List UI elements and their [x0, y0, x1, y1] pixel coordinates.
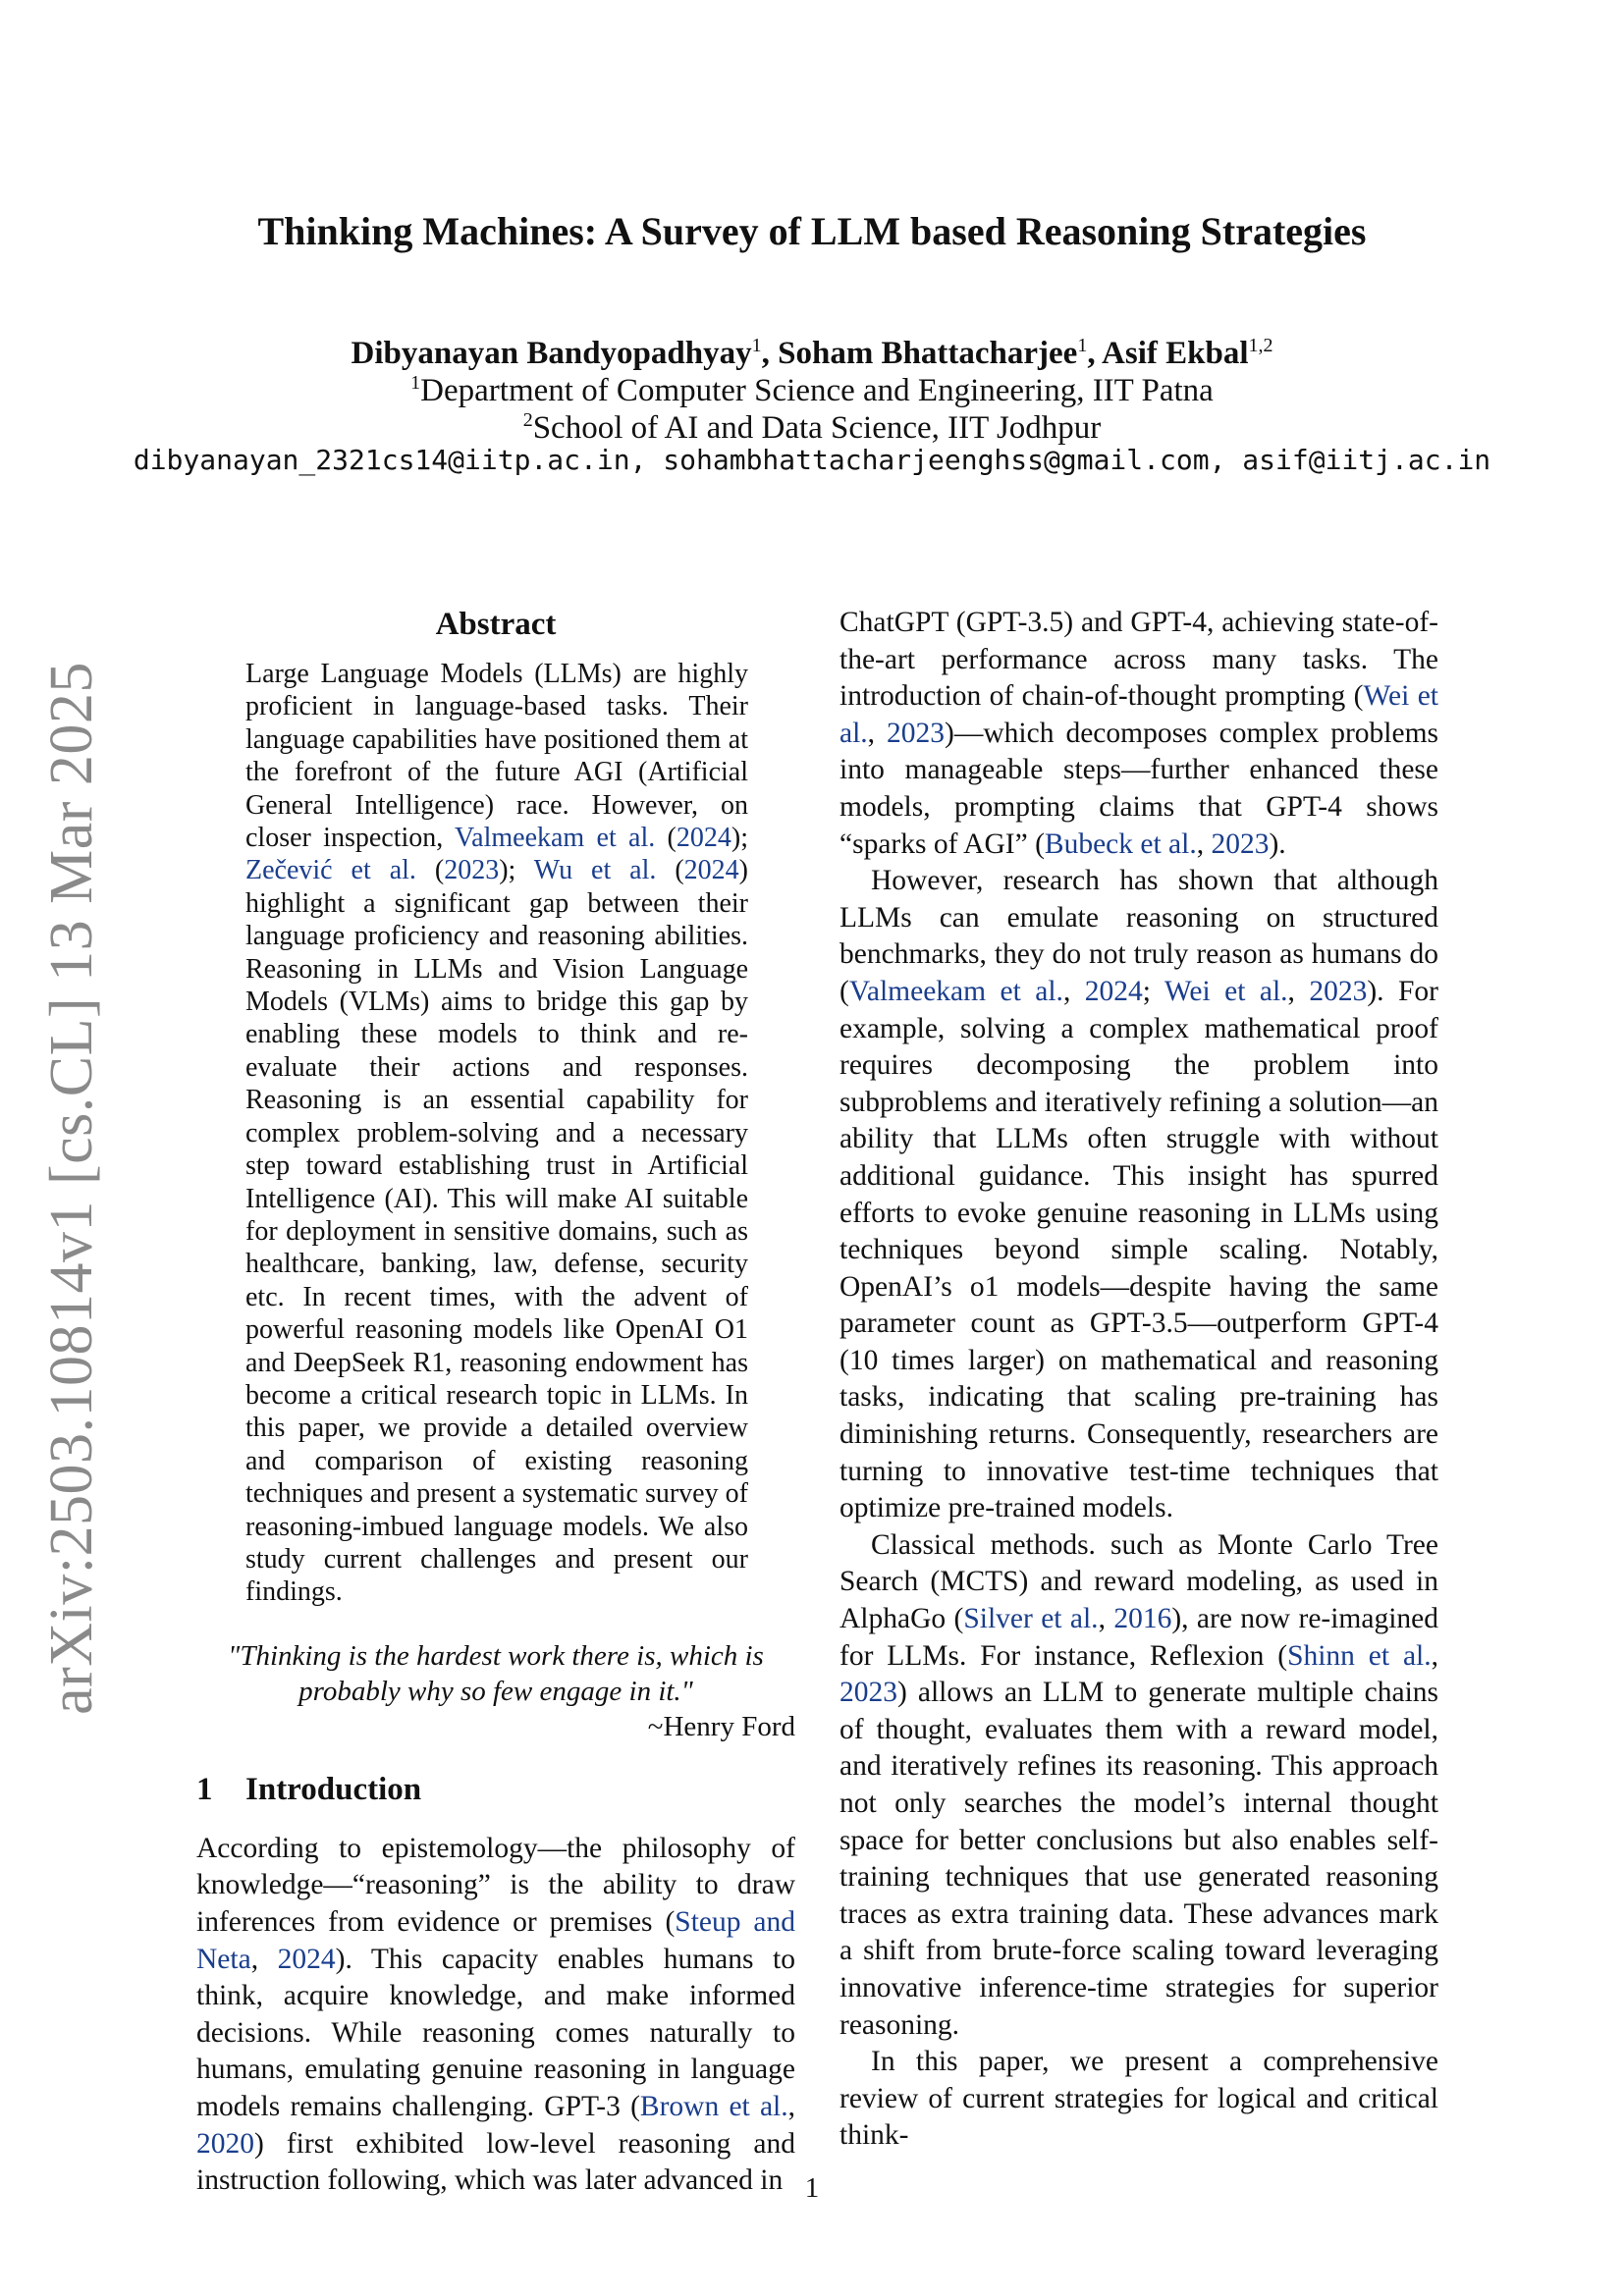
citation-link[interactable]: 2023: [444, 855, 500, 886]
citation-link[interactable]: Bubeck et al.: [1044, 828, 1197, 860]
abstract-heading: Abstract: [435, 607, 557, 642]
text-run: In this paper, we present a comprehensive review of current strategies for logical and critical think-: [839, 2046, 1438, 2152]
text-run: According to epistemology—the philosophy of knowledge—“reasoning” is the ability to draw inferences from evidence or premises (: [196, 1832, 795, 1938]
text-run: Large Language Models (LLMs) are highly proficient in language-based tasks. Their language capabilities have positioned them at the forefront of the future AGI (Artificial General Intelligence) race. However, on closer inspection,: [245, 659, 748, 854]
citation-link[interactable]: Brown et al.: [639, 2090, 788, 2122]
text-run: ).: [1269, 828, 1286, 860]
text-run: ,: [250, 1943, 278, 1975]
text-run: (: [655, 823, 677, 854]
citation-link[interactable]: 2024: [277, 1943, 336, 1975]
author: Dibyanayan Bandyopadhyay$^1$,: [351, 335, 779, 371]
epigraph-author: ~Henry Ford: [647, 1710, 795, 1742]
text-run: ) allows an LLM to generate multiple chains of thought, evaluates them with a reward model, and iteratively refines its reasoning. This approach not only searches the model’s internal thought space for better conclusions but also enables self-training techniques that use generated reasoning traces as extra training data. These advances mark a shift from brute-force scaling toward leveraging innovative inference-time strategies for superior reasoning.: [839, 1677, 1438, 2041]
citation-link[interactable]: 2023: [839, 1677, 897, 1709]
text-run: (: [415, 855, 445, 886]
citation-link[interactable]: 2024: [1084, 975, 1143, 1007]
citation-link[interactable]: Silver et al.: [963, 1603, 1099, 1635]
citation-link[interactable]: Wu et al.: [533, 855, 657, 886]
author-emails: dibyanayan_2321cs14@iitp.ac.in, sohambhattacharjeenghss@gmail.com, asif@iitj.ac.in: [133, 444, 1491, 476]
text-run: )—which decomposes complex problems into manageable steps—further enhanced these models, prompting claims that GPT-4 shows “sparks of AGI” (: [839, 717, 1438, 860]
affiliation-1: $^1$Department of Computer Science and Engineering, IIT Patna: [410, 372, 1214, 408]
body-paragraph: [839, 605, 1438, 863]
arxiv-sidebar-stamp: [18, 661, 126, 1715]
citation-link[interactable]: Shinn et al.: [1287, 1639, 1432, 1672]
text-run: Classical methods. such as Monte Carlo Tree Search (MCTS) and reward modeling, as used in AlphaGo (: [839, 1528, 1438, 1635]
citation-link[interactable]: Wei et al.: [1164, 975, 1288, 1007]
citation-link[interactable]: 2023: [1309, 975, 1368, 1007]
text-run: ,: [867, 717, 888, 749]
citation-link[interactable]: 2020: [196, 2127, 254, 2160]
intro-paragraph: [196, 1831, 795, 2200]
affiliation-2: $^2$School of AI and Data Science, IIT Jodhpur: [522, 409, 1102, 446]
paper-title: Thinking Machines: A Survey of LLM based Reasoning Strategies: [257, 209, 1367, 253]
text-run: ,: [787, 2090, 796, 2122]
author: Soham Bhattacharjee$^1$,: [778, 335, 1103, 371]
left-column: [196, 605, 795, 2200]
page-number: 1: [804, 2172, 820, 2204]
body-paragraph: [839, 1527, 1438, 2044]
citation-link[interactable]: Wei et al.: [839, 680, 1438, 749]
text-run: ,: [1196, 828, 1212, 860]
body-paragraph: [839, 863, 1438, 1527]
citation-link[interactable]: 2016: [1113, 1603, 1172, 1635]
abstract-text: [245, 658, 748, 1609]
text-run: ,: [1431, 1639, 1438, 1672]
text-run: ). This capacity enables humans to think, acquire knowledge, and make informed decisions. While reasoning comes naturally to humans, emulating genuine reasoning in language models remains challenging. GPT-3 (: [196, 1943, 795, 2122]
text-run: ,: [1062, 975, 1085, 1007]
body-paragraph: [839, 2044, 1438, 2155]
citation-link[interactable]: 2023: [1211, 828, 1270, 860]
citation-link[interactable]: 2024: [676, 823, 731, 854]
right-column: [839, 605, 1438, 2155]
text-run: However, research has shown that although LLMs can emulate reasoning on structured benchmarks, they do not truly reason as humans do (: [839, 865, 1438, 1007]
citation-link[interactable]: 2024: [683, 855, 739, 886]
text-run: );: [499, 855, 534, 886]
text-run: ), are now re-imagined for LLMs. For instance, Reflexion (: [839, 1603, 1439, 1672]
text-run: ChatGPT (GPT-3.5) and GPT-4, achieving state-of-the-art performance across many tasks. The introduction of chain-of-thought prompting (: [839, 607, 1438, 713]
text-run: ,: [1098, 1603, 1114, 1635]
text-run: ,: [1287, 975, 1310, 1007]
citation-link[interactable]: Valmeekam et al.: [455, 823, 656, 854]
text-run: ). For example, solving a complex mathematical proof requires decomposing the problem into subproblems and iteratively refining a solution—an ability that LLMs often struggle with without additional guidance. This insight has spurred efforts to evoke genuine reasoning in LLMs using techniques beyond simple scaling. Notably, OpenAI’s o1 models—despite having the same parameter count as GPT-3.5—outperform GPT-4 (10 times larger) on mathematical and reasoning tasks, indicating that scaling pre-training has diminishing returns. Consequently, researchers are turning to innovative test-time techniques that optimize pre-trained models.: [839, 975, 1438, 1524]
text-run: ) first exhibited low-level reasoning and instruction following, which was later advanced in: [196, 2127, 795, 2197]
text-run: ) highlight a significant gap between their language proficiency and reasoning abilities. Reasoning in LLMs and Vision Language Models (VLMs) aims to bridge this gap by enabling these models to think and re-evaluate their actions and responses. Reasoning is an essential capability for complex problem-solving and a necessary step toward establishing trust in Artificial Intelligence (AI). This will make AI suitable for deployment in sensitive domains, such as healthcare, banking, law, defense, security etc. In recent times, with the advent of powerful reasoning models like OpenAI O1 and DeepSeek R1, reasoning endowment has become a critical research topic in LLMs. In this paper, we provide a detailed overview and comparison of existing reasoning techniques and present a systematic survey of reasoning-imbued language models. We also study current challenges and present our findings.: [245, 855, 748, 1608]
text-run: ;: [1142, 975, 1164, 1007]
author: Asif Ekbal$^{1,2}$: [1102, 335, 1273, 371]
epigraph-quote: "Thinking is the hardest work there is, which is probably why so few engage in it.": [228, 1639, 764, 1707]
section-heading-introduction: 1 Introduction: [196, 1771, 422, 1807]
citation-link[interactable]: Zečević et al.: [245, 855, 416, 886]
citation-link[interactable]: 2023: [887, 717, 946, 749]
text-run: (: [656, 855, 684, 886]
citation-link[interactable]: Steup and Neta: [196, 1905, 796, 1975]
citation-link[interactable]: Valmeekam et al.: [848, 975, 1063, 1007]
arxiv-id-text: arXiv:2503.10814v1 [cs.CL] 13 Mar 2025: [37, 661, 105, 1715]
text-run: );: [731, 823, 748, 854]
